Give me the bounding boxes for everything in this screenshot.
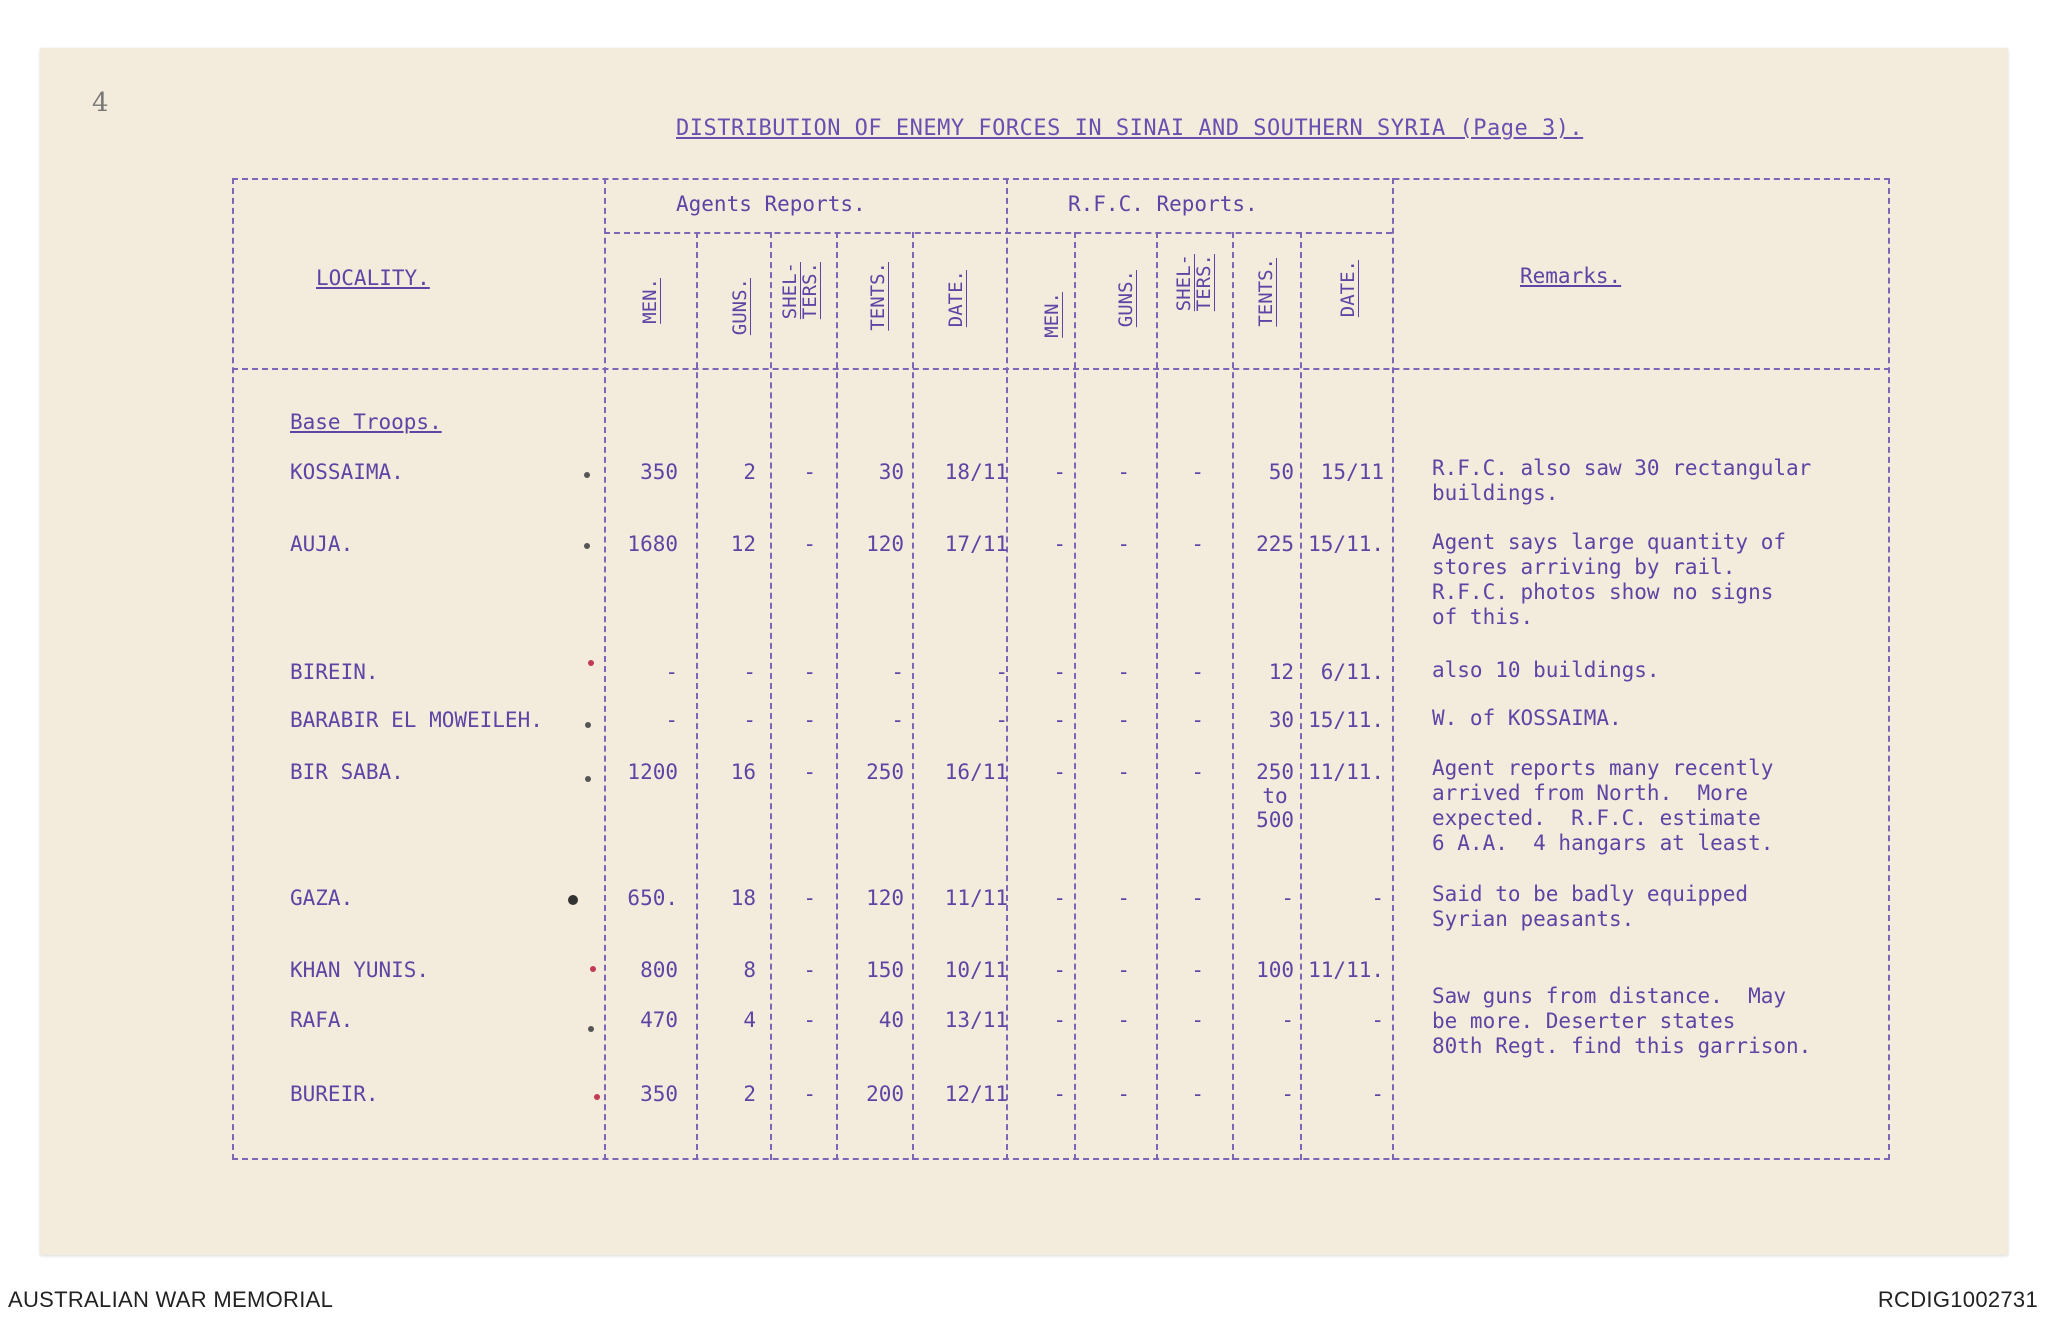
table-cell-a-date: - [995,708,1008,732]
locality-cell: AUJA. [290,532,354,556]
header-agents-guns: GUNS. [729,278,751,336]
table-cell-a-guns: 2 [743,1082,756,1106]
table-cell-a-guns: 18 [730,886,756,910]
table-cell-a-tents: 120 [866,532,904,556]
divider [912,232,914,1160]
table-cell-a-tents: 150 [866,958,904,982]
table-cell-a-men: - [665,660,678,684]
table-cell-a-shel: - [803,660,816,684]
table-cell-r-date: 15/11. [1308,532,1384,556]
header-agents-tents: TENTS. [867,262,889,331]
ink-dot [588,660,594,666]
divider [1300,232,1302,1160]
table-cell-a-shel: - [803,708,816,732]
table-cell-r-men: - [1053,708,1066,732]
table-cell-a-tents: 200 [866,1082,904,1106]
ink-dot [594,1094,600,1100]
table-cell-r-shel: - [1191,532,1204,556]
table-cell-a-date: 13/11 [944,1008,1008,1032]
ink-dot [584,472,590,478]
table-cell-a-tents: - [891,660,904,684]
table-cell-a-date: - [995,660,1008,684]
table-cell-a-shel: - [803,532,816,556]
table-cell-a-date: 16/11 [944,760,1008,784]
ink-dot [590,966,596,972]
table-cell-r-date: 15/11 [1320,460,1384,484]
table-cell-r-tents: 100 [1256,958,1294,982]
footer-identifier: RCDIG1002731 [1877,1287,2038,1312]
remarks-cell: also 10 buildings. [1432,658,1660,682]
ink-dot [568,895,578,905]
table-cell-a-tents: - [891,708,904,732]
locality-cell: BIREIN. [290,660,379,684]
header-rfc-men: MEN. [1041,292,1063,338]
table-cell-r-shel: - [1191,760,1204,784]
table-cell-a-guns: 8 [743,958,756,982]
table-cell-a-guns: 12 [730,532,756,556]
table-cell-a-shel: - [803,886,816,910]
ink-dot [585,776,591,782]
table-cell-a-date: 18/11 [944,460,1008,484]
table-cell-a-guns: 2 [743,460,756,484]
remarks-cell: Said to be badly equipped Syrian peasants. [1432,882,1749,931]
table-cell-r-shel: - [1191,460,1204,484]
document-title: DISTRIBUTION OF ENEMY FORCES IN SINAI AND SOUTHERN SYRIA (Page 3). [676,116,1584,141]
table-cell-a-men: - [665,708,678,732]
ink-dot [588,1026,594,1032]
table-cell-a-men: 470 [640,1008,678,1032]
table-cell-a-tents: 40 [878,1008,904,1032]
table-cell-a-date: 11/11 [944,886,1008,910]
ink-dot [584,543,590,549]
table-cell-r-tents: 50 [1268,460,1294,484]
divider [604,232,1392,234]
remarks-cell: W. of KOSSAIMA. [1432,706,1622,730]
locality-cell: KHAN YUNIS. [290,958,430,982]
remarks-cell: Agent reports many recently arrived from North. More expected. R.F.C. estimate 6 A.A. 4 hangars at least. [1432,756,1774,855]
locality-cell: RAFA. [290,1008,354,1032]
table-cell-a-tents: 120 [866,886,904,910]
table-cell-a-men: 1680 [627,532,678,556]
header-rfc-tents: TENTS. [1255,258,1277,327]
table-cell-a-tents: 250 [866,760,904,784]
header-rfc-date: DATE. [1337,260,1359,318]
table-cell-r-men: - [1053,760,1066,784]
table-cell-r-shel: - [1191,708,1204,732]
header-rfc-shelters: SHEL- TERS. [1173,254,1215,312]
table-cell-r-tents: - [1281,1008,1294,1032]
table-cell-r-tents: 30 [1268,708,1294,732]
table-cell-a-guns: - [743,708,756,732]
table-cell-r-guns: - [1117,660,1130,684]
table-cell-r-date: 15/11. [1308,708,1384,732]
header-remarks: Remarks. [1520,264,1622,288]
table-cell-r-tents: - [1281,1082,1294,1106]
divider [696,232,698,1160]
divider [1156,232,1158,1160]
table-cell-r-men: - [1053,460,1066,484]
table-cell-r-tents: 250 to 500 [1256,760,1294,832]
header-locality: LOCALITY. [316,266,430,290]
table-cell-r-guns: - [1117,760,1130,784]
table-cell-r-date: - [1371,886,1384,910]
table-cell-r-guns: - [1117,1008,1130,1032]
locality-cell: BARABIR EL MOWEILEH. [290,708,543,732]
table-cell-r-date: 11/11. [1308,760,1384,784]
table-cell-a-date: 17/11 [944,532,1008,556]
table-cell-r-shel: - [1191,660,1204,684]
divider [1232,232,1234,1160]
divider [1392,178,1394,1160]
table-cell-a-shel: - [803,460,816,484]
table-cell-r-men: - [1053,1082,1066,1106]
table-cell-a-guns: 16 [730,760,756,784]
table-cell-r-guns: - [1117,532,1130,556]
header-agents-date: DATE. [945,270,967,328]
footer-institution: AUSTRALIAN WAR MEMORIAL [8,1287,334,1312]
locality-cell: BIR SABA. [290,760,404,784]
table-cell-r-date: 6/11. [1320,660,1384,684]
table-cell-r-shel: - [1191,1008,1204,1032]
header-agents-men: MEN. [639,278,661,324]
table-cell-r-men: - [1053,958,1066,982]
table-cell-r-date: - [1371,1082,1384,1106]
pencil-mark: 4 [92,88,109,118]
remarks-cell: Saw guns from distance. May be more. Deserter states 80th Regt. find this garrison. [1432,984,1812,1058]
table-cell-r-guns: - [1117,958,1130,982]
table-cell-a-men: 800 [640,958,678,982]
table-cell-r-men: - [1053,532,1066,556]
table-cell-a-guns: - [743,660,756,684]
locality-cell: KOSSAIMA. [290,460,404,484]
section-label: Base Troops. [290,410,442,434]
table-cell-r-guns: - [1117,708,1130,732]
table-cell-a-men: 350 [640,460,678,484]
table-cell-r-shel: - [1191,886,1204,910]
table-cell-a-date: 10/11 [944,958,1008,982]
locality-cell: GAZA. [290,886,354,910]
table-cell-r-men: - [1053,886,1066,910]
table-cell-r-guns: - [1117,460,1130,484]
table-cell-r-guns: - [1117,886,1130,910]
table-cell-a-men: 650. [627,886,678,910]
table-cell-a-shel: - [803,1008,816,1032]
table-cell-a-tents: 30 [878,460,904,484]
table-cell-a-shel: - [803,760,816,784]
divider [770,232,772,1160]
table-cell-r-shel: - [1191,958,1204,982]
table-cell-a-shel: - [803,1082,816,1106]
table-cell-r-tents: - [1281,886,1294,910]
table-cell-r-men: - [1053,1008,1066,1032]
table-cell-r-tents: 225 [1256,532,1294,556]
table-cell-r-guns: - [1117,1082,1130,1106]
table-cell-a-shel: - [803,958,816,982]
table-cell-a-men: 350 [640,1082,678,1106]
ink-dot [585,722,591,728]
divider [836,232,838,1160]
remarks-cell: R.F.C. also saw 30 rectangular buildings. [1432,456,1812,505]
divider [604,178,606,1160]
table-cell-r-shel: - [1191,1082,1204,1106]
header-agents-reports: Agents Reports. [676,192,866,216]
remarks-cell: Agent says large quantity of stores arriving by rail. R.F.C. photos show no signs of this. [1432,530,1787,629]
table-cell-a-date: 12/11 [944,1082,1008,1106]
table-cell-r-tents: 12 [1268,660,1294,684]
header-rfc-reports: R.F.C. Reports. [1068,192,1258,216]
locality-cell: BUREIR. [290,1082,379,1106]
divider [1074,232,1076,1160]
table-cell-r-date: - [1371,1008,1384,1032]
table-cell-r-men: - [1053,660,1066,684]
table-cell-a-men: 1200 [627,760,678,784]
table-cell-r-date: 11/11. [1308,958,1384,982]
divider [232,368,1890,370]
header-agents-shelters: SHEL- TERS. [779,262,821,320]
header-rfc-guns: GUNS. [1115,270,1137,328]
table-cell-a-guns: 4 [743,1008,756,1032]
